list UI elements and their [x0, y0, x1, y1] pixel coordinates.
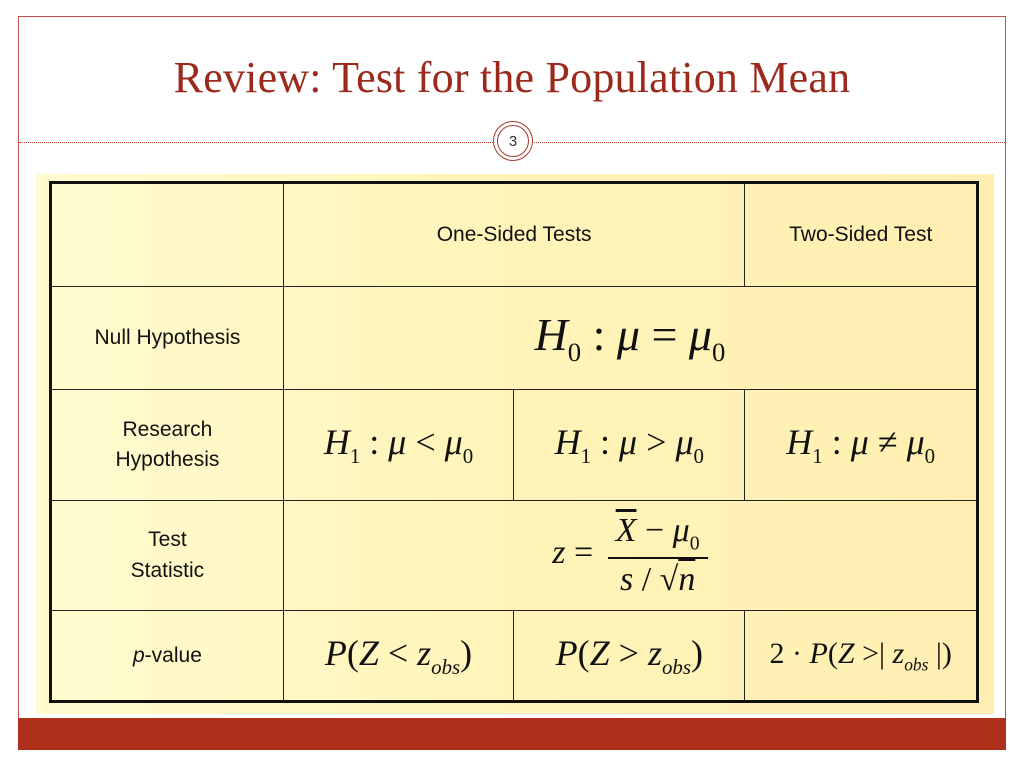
research-hypothesis-row — [51, 390, 978, 501]
header-two-sided: Two-Sided Test — [745, 183, 978, 287]
research-label-line2: Hypothesis — [115, 448, 220, 471]
p-value-label-rest: -value — [144, 643, 202, 667]
null-hypothesis-label: Null Hypothesis — [51, 286, 284, 390]
test-statistic-label — [51, 500, 284, 611]
p-value-row — [51, 611, 978, 702]
footer-bar — [18, 718, 1006, 750]
p-value-label-p: p — [132, 643, 145, 667]
statistic-label-line2: Statistic — [130, 558, 205, 582]
statistic-label-line1: Test — [148, 528, 187, 552]
research-left-formula: $H_1$ : $\mu < \mu_0$ — [283, 390, 513, 501]
research-right-formula: $H_1$ : $\mu > \mu_0$ — [514, 390, 745, 501]
header-row — [51, 183, 978, 287]
p-value-label — [51, 611, 284, 702]
research-hypothesis-label — [51, 390, 284, 501]
research-two-sided-formula: $H_1$ : $\mu \ne \mu_0$ — [745, 390, 978, 501]
slide-number: 3 — [508, 132, 518, 150]
p-value-left-formula: $P(Z < z_{obs})$ — [283, 611, 513, 702]
hypothesis-test-table — [49, 181, 979, 703]
p-value-two-sided-formula: 2 · P(Z >| $z_{obs}$ |) — [745, 611, 978, 702]
research-label-line1: Research — [122, 417, 213, 441]
null-hypothesis-row — [51, 286, 978, 390]
header-blank-cell — [51, 183, 284, 287]
test-statistic-formula: z = $\frac{\overline{X} - \mu_0}{s / √n}$ — [283, 500, 977, 611]
p-value-right-formula: $P(Z > z_{obs})$ — [514, 611, 745, 702]
slide-title: Review: Test for the Population Mean — [173, 53, 851, 102]
null-hypothesis-formula: $H_0$ : $\mu = \mu_0$ — [283, 286, 977, 390]
test-statistic-row — [51, 500, 978, 611]
slide-number-badge — [493, 121, 533, 161]
header-one-sided: One-Sided Tests — [283, 183, 745, 287]
